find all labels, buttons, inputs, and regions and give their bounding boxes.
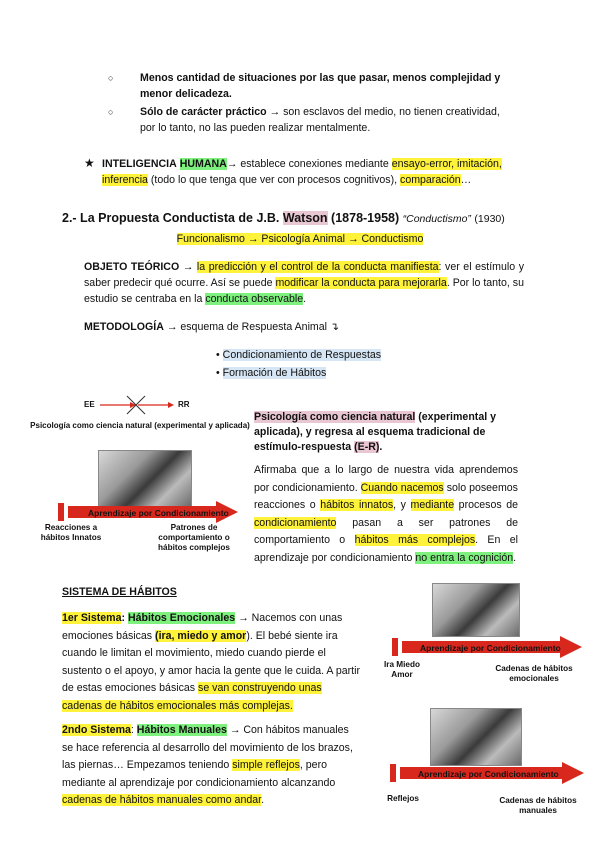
objeto-hl3: conducta observable <box>205 293 304 305</box>
right-hl-title: Psicología como ciencia natural <box>254 411 416 423</box>
circle-bullet-icon: ○ <box>108 73 114 83</box>
intro-bullet-1 <box>108 70 512 102</box>
arrow-head-icon <box>562 762 584 784</box>
sistema-heading: SISTEMA DE HÁBITOS <box>62 586 177 598</box>
right-p7: . <box>513 551 517 564</box>
metodologia-text: esquema de Respuesta Animal <box>180 321 327 333</box>
section2-prefix: 2.- La Propuesta Conductista de J.B. <box>62 211 280 225</box>
period: . <box>379 441 383 453</box>
metodologia-item: • Condicionamiento de Respuestas <box>216 349 382 361</box>
diagram3-right-caption: Cadenas de hábitos manuales <box>499 796 577 815</box>
s1-hl2: se van construyendo unas cadenas de hábitos emocionales más complejas. <box>62 682 322 712</box>
circle-bullet-icon: ○ <box>108 107 114 117</box>
intro-bullet-1-text: Menos cantidad de situaciones por las que pasar, menos complejidad y menor delicadeza. <box>140 72 501 100</box>
diagram2-left-caption: Ira Miedo Amor <box>384 660 420 679</box>
s2-t1: → Con hábitos manuales se hace referencia al desarrollo del movimiento de los brazos, las piernas… Empezamos teniendo <box>62 724 353 771</box>
right-block-title <box>254 410 522 455</box>
arrow-icon: → <box>226 158 238 170</box>
inteligencia-hl2: inferencia <box>102 174 148 186</box>
metodologia-list <box>216 347 416 381</box>
star-icon: ★ <box>84 156 95 170</box>
right-block-body <box>254 462 518 567</box>
right-hl-complejos: hábitos más complejos <box>354 534 476 546</box>
inteligencia-hl3: comparación <box>400 174 461 186</box>
metodologia <box>84 319 524 335</box>
right-p1: Afirmaba que a lo largo de nuestra vida aprendemos por condicionamiento. <box>254 464 518 494</box>
arrow-icon: → <box>166 321 178 333</box>
section2-chain-wrap <box>0 231 600 247</box>
crossed-arrow-icon <box>98 393 178 417</box>
intro-bullet-2-rest: son esclavos del medio, no tienen creatividad, por lo tanto, no las pueden realizar mentalmente. <box>140 106 500 134</box>
section2-heading <box>62 210 542 227</box>
objeto-hl1: la predicción y el control de la conducta manifiesta <box>196 261 439 273</box>
down-turn-arrow-icon: ↴ <box>329 321 339 333</box>
right-hl-cond: condicionamiento <box>254 516 337 529</box>
s2-hl1: simple reflejos <box>232 759 300 771</box>
diagram2-right-caption: Cadenas de hábitos emocionales <box>495 664 573 683</box>
diagram3-left-caption: Reflejos <box>387 794 419 803</box>
sistema-2 <box>62 722 362 810</box>
right-hl-cuando: Cuando nacemos <box>360 481 444 494</box>
baby-photo <box>98 450 192 508</box>
inteligencia-text1: establece conexiones mediante <box>240 158 389 170</box>
objeto-t1: : ver el estímulo y saber predecir qué ocurre. Así se puede <box>84 261 524 289</box>
right-p5: pasan a ser patrones de comportamiento o <box>254 516 518 546</box>
right-p6: . En el aprendizaje por condicionamiento <box>254 534 518 564</box>
metodologia-label: METODOLOGÍA <box>84 321 164 333</box>
right-hl-habitos: hábitos innatos <box>320 499 394 511</box>
intro-bullet-2 <box>108 104 512 136</box>
arrow-icon: → <box>182 261 194 273</box>
inteligencia-text2: (todo lo que tenga que ver con procesos cognitivos), <box>150 174 398 186</box>
rr-label: RR <box>178 400 190 409</box>
section2-subtitle: “Conductismo” <box>402 213 471 225</box>
metodologia-item: • Formación de Hábitos <box>216 367 327 379</box>
s2-colon: : <box>130 724 134 736</box>
right-title-rest: (experimental y aplicada), y regresa al esquema tradicional de estímulo-respuesta <box>254 411 496 453</box>
diagram1-caption: Psicología como ciencia natural (experimental y aplicada) <box>30 421 250 430</box>
ee-rr-diagram <box>84 393 204 417</box>
s2-hl2: cadenas de hábitos manuales como andar <box>62 794 262 806</box>
s2-label: 2ndo Sistema <box>62 724 131 736</box>
baby-photo <box>432 583 520 637</box>
objeto-teorico <box>84 259 524 307</box>
ee-label: EE <box>84 400 95 409</box>
sistema-1 <box>62 610 362 715</box>
arrow-stub <box>58 503 64 521</box>
intro-bullet-2-bold: Sólo de carácter práctico <box>140 106 267 118</box>
arrow-stub <box>390 764 396 782</box>
inteligencia-end: … <box>460 174 472 186</box>
objeto-t2: . Por lo tanto, su estudio se centraba en la <box>84 277 524 305</box>
diagram1-arrow-label: Aprendizaje por Condicionamiento <box>88 508 229 518</box>
s2-end: . <box>261 794 265 806</box>
section2-years: (1878-1958) <box>331 211 400 225</box>
diagram3-arrow-label: Aprendizaje por Condicionamiento <box>418 769 559 779</box>
s1-name: Hábitos Emocionales <box>127 612 236 624</box>
s1-t1: → Nacemos con unas emociones básicas <box>62 612 343 642</box>
section2-subyear: (1930) <box>474 213 505 225</box>
s2-name: Hábitos Manuales <box>136 724 227 736</box>
diagram1-left-caption: Reacciones a hábitos Innatos <box>40 523 102 542</box>
arrow-stub <box>392 638 398 656</box>
right-hl-mediante: mediante <box>410 499 455 511</box>
arrow-icon: → <box>269 106 281 118</box>
objeto-t3: . <box>303 293 307 305</box>
section2-chain: Funcionalismo → Psicología Animal → Conductismo <box>176 233 424 245</box>
right-hl-noentra: no entra la cognición <box>415 551 514 564</box>
dot-bullet-icon: • <box>216 367 220 379</box>
diagram2-arrow-label: Aprendizaje por Condicionamiento <box>420 643 561 653</box>
right-p4: procesos de <box>458 499 518 511</box>
inteligencia-hl1: ensayo-error, imitación, <box>391 158 502 170</box>
inteligencia-label: INTELIGENCIA <box>102 158 177 170</box>
diagram1-right-caption: Patrones de comportamiento o hábitos complejos <box>158 523 230 552</box>
right-p3: , y <box>393 499 406 511</box>
watson-name: Watson <box>282 211 328 225</box>
humana-label: HUMANA <box>179 158 227 170</box>
inteligencia-humana <box>84 156 524 188</box>
baby-photo <box>430 708 522 766</box>
s2-t2: , pero mediante al aprendizaje por condicionamiento alcanzando <box>62 759 336 789</box>
s1-label: 1er Sistema <box>62 612 122 624</box>
s1-hl1: (ira, miedo y amor <box>155 629 247 642</box>
er-label: (E-R) <box>354 441 380 453</box>
objeto-label: OBJETO TEÓRICO <box>84 261 180 273</box>
s1-t2: ). El bebé siente ira cuando le limitan el movimiento, miedo cuando pierde el sustento o el apoyo, y amor hacia la gente que le cuida. A partir de estas emociones básicas <box>62 629 360 694</box>
objeto-hl2: modificar la conducta para mejorarla <box>275 277 447 289</box>
s1-colon: : <box>121 612 126 624</box>
right-p2: solo poseemos reacciones o <box>254 481 518 511</box>
arrow-head-icon <box>560 636 582 658</box>
dot-bullet-icon: • <box>216 349 220 361</box>
